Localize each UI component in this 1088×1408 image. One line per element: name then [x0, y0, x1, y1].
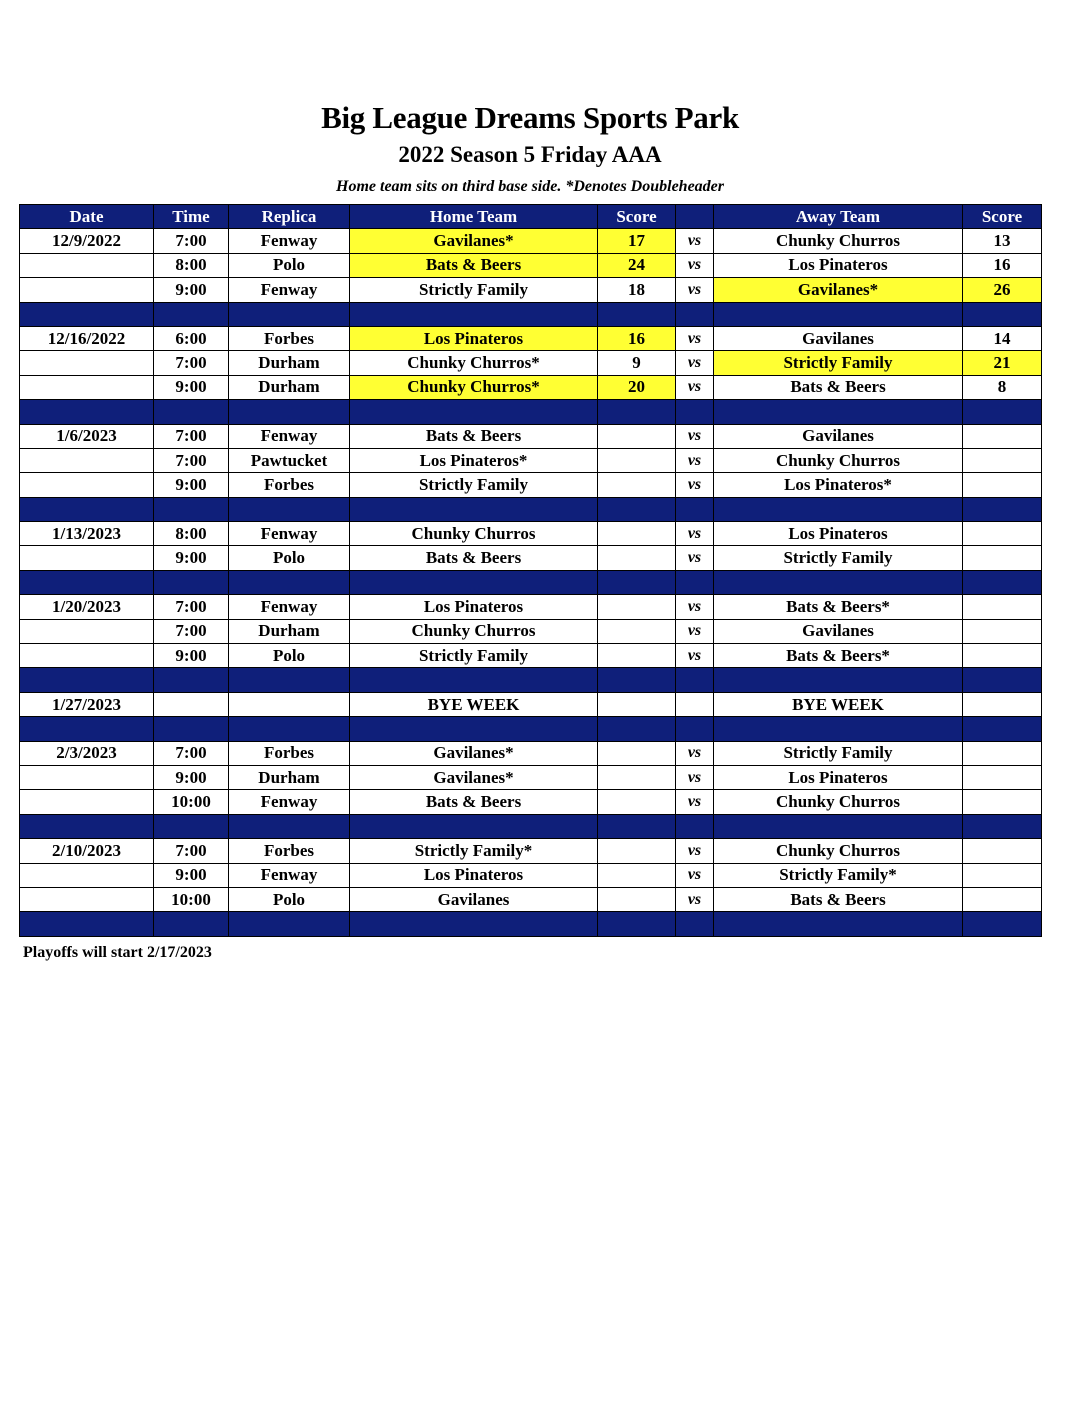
away-team: Los Pinateros — [714, 765, 963, 789]
field-replica: Fenway — [229, 278, 350, 302]
col-header-away-score: Score — [963, 205, 1042, 229]
game-date: 1/20/2023 — [20, 595, 154, 619]
home-team: Chunky Churros* — [350, 351, 598, 375]
vs-label: vs — [676, 839, 714, 863]
separator-cell — [598, 668, 676, 692]
vs-label: vs — [676, 863, 714, 887]
away-team: Bats & Beers* — [714, 644, 963, 668]
col-header-home-score: Score — [598, 205, 676, 229]
away-team: Gavilanes — [714, 619, 963, 643]
vs-label: vs — [676, 741, 714, 765]
separator-cell — [229, 570, 350, 594]
separator-cell — [963, 668, 1042, 692]
away-score: 14 — [963, 326, 1042, 350]
away-team: Bats & Beers* — [714, 595, 963, 619]
away-score — [963, 839, 1042, 863]
separator-cell — [350, 570, 598, 594]
field-replica: Polo — [229, 644, 350, 668]
game-time: 8:00 — [154, 253, 229, 277]
home-team: Chunky Churros — [350, 619, 598, 643]
separator-cell — [963, 717, 1042, 741]
week-separator-row — [20, 912, 1042, 936]
vs-label: vs — [676, 765, 714, 789]
separator-cell — [714, 814, 963, 838]
table-row — [20, 278, 1042, 302]
table-row — [20, 326, 1042, 350]
game-time: 7:00 — [154, 595, 229, 619]
table-row — [20, 253, 1042, 277]
vs-label: vs — [676, 790, 714, 814]
separator-cell — [350, 302, 598, 326]
away-team: Chunky Churros — [714, 229, 963, 253]
schedule-note: Home team sits on third base side. *Denotes Doubleheader — [336, 178, 724, 195]
away-team: Gavilanes — [714, 424, 963, 448]
home-score — [598, 790, 676, 814]
table-row — [20, 863, 1042, 887]
game-date — [20, 375, 154, 399]
game-time: 7:00 — [154, 351, 229, 375]
table-row — [20, 351, 1042, 375]
separator-cell — [714, 717, 963, 741]
game-date: 12/16/2022 — [20, 326, 154, 350]
separator-cell — [229, 814, 350, 838]
week-separator-row — [20, 400, 1042, 424]
home-score — [598, 448, 676, 472]
game-date — [20, 863, 154, 887]
separator-cell — [598, 717, 676, 741]
field-replica: Fenway — [229, 424, 350, 448]
field-replica — [229, 692, 350, 716]
separator-cell — [598, 912, 676, 936]
schedule-body — [20, 229, 1042, 936]
game-date — [20, 619, 154, 643]
separator-cell — [154, 814, 229, 838]
home-team: Gavilanes* — [350, 741, 598, 765]
vs-label: vs — [676, 522, 714, 546]
separator-cell — [598, 570, 676, 594]
home-team: Gavilanes* — [350, 229, 598, 253]
table-row — [20, 790, 1042, 814]
home-team: Strictly Family — [350, 644, 598, 668]
separator-cell — [963, 302, 1042, 326]
field-replica: Polo — [229, 546, 350, 570]
game-time: 9:00 — [154, 644, 229, 668]
separator-cell — [676, 717, 714, 741]
field-replica: Forbes — [229, 473, 350, 497]
game-date — [20, 278, 154, 302]
vs-label — [676, 692, 714, 716]
game-time — [154, 692, 229, 716]
page-subtitle: 2022 Season 5 Friday AAA — [398, 142, 662, 167]
table-row — [20, 424, 1042, 448]
vs-label: vs — [676, 351, 714, 375]
game-date — [20, 473, 154, 497]
home-score — [598, 863, 676, 887]
separator-cell — [598, 302, 676, 326]
separator-cell — [676, 912, 714, 936]
home-team: Bats & Beers — [350, 790, 598, 814]
away-score — [963, 448, 1042, 472]
separator-cell — [154, 668, 229, 692]
home-team: Bats & Beers — [350, 546, 598, 570]
game-date: 2/10/2023 — [20, 839, 154, 863]
game-date: 12/9/2022 — [20, 229, 154, 253]
page-title: Big League Dreams Sports Park — [321, 100, 739, 135]
field-replica: Fenway — [229, 790, 350, 814]
vs-label: vs — [676, 619, 714, 643]
home-score — [598, 692, 676, 716]
separator-cell — [229, 668, 350, 692]
separator-cell — [20, 400, 154, 424]
separator-cell — [350, 717, 598, 741]
game-time: 9:00 — [154, 546, 229, 570]
field-replica: Forbes — [229, 741, 350, 765]
home-score — [598, 839, 676, 863]
field-replica: Fenway — [229, 229, 350, 253]
game-time: 9:00 — [154, 765, 229, 789]
separator-cell — [598, 497, 676, 521]
separator-cell — [714, 912, 963, 936]
separator-cell — [598, 400, 676, 424]
col-header-vs — [676, 205, 714, 229]
separator-cell — [229, 717, 350, 741]
separator-cell — [20, 302, 154, 326]
separator-cell — [229, 302, 350, 326]
separator-cell — [20, 668, 154, 692]
away-team: Los Pinateros — [714, 522, 963, 546]
vs-label: vs — [676, 253, 714, 277]
away-team: Strictly Family — [714, 741, 963, 765]
away-team: Bats & Beers — [714, 375, 963, 399]
week-separator-row — [20, 717, 1042, 741]
col-header-home-team: Home Team — [350, 205, 598, 229]
away-score — [963, 741, 1042, 765]
vs-label: vs — [676, 473, 714, 497]
field-replica: Pawtucket — [229, 448, 350, 472]
home-team: BYE WEEK — [350, 692, 598, 716]
away-team: Chunky Churros — [714, 790, 963, 814]
separator-cell — [350, 912, 598, 936]
col-header-replica: Replica — [229, 205, 350, 229]
separator-cell — [963, 912, 1042, 936]
vs-label: vs — [676, 546, 714, 570]
home-team: Strictly Family — [350, 278, 598, 302]
home-team: Los Pinateros — [350, 863, 598, 887]
field-replica: Fenway — [229, 863, 350, 887]
away-team: Strictly Family — [714, 351, 963, 375]
table-row — [20, 229, 1042, 253]
table-row — [20, 448, 1042, 472]
home-score — [598, 644, 676, 668]
separator-cell — [20, 912, 154, 936]
separator-cell — [154, 912, 229, 936]
home-team: Los Pinateros — [350, 595, 598, 619]
week-separator-row — [20, 497, 1042, 521]
game-time: 7:00 — [154, 448, 229, 472]
week-separator-row — [20, 302, 1042, 326]
game-time: 8:00 — [154, 522, 229, 546]
home-score: 20 — [598, 375, 676, 399]
table-row — [20, 765, 1042, 789]
away-team: BYE WEEK — [714, 692, 963, 716]
separator-cell — [20, 717, 154, 741]
table-row — [20, 887, 1042, 911]
separator-cell — [350, 497, 598, 521]
vs-label: vs — [676, 644, 714, 668]
home-team: Los Pinateros* — [350, 448, 598, 472]
game-time: 7:00 — [154, 741, 229, 765]
away-score: 8 — [963, 375, 1042, 399]
field-replica: Forbes — [229, 326, 350, 350]
separator-cell — [963, 400, 1042, 424]
away-team: Bats & Beers — [714, 887, 963, 911]
game-time: 7:00 — [154, 619, 229, 643]
field-replica: Polo — [229, 887, 350, 911]
separator-cell — [714, 570, 963, 594]
separator-cell — [20, 497, 154, 521]
home-team: Bats & Beers — [350, 424, 598, 448]
home-score — [598, 595, 676, 619]
away-team: Chunky Churros — [714, 839, 963, 863]
home-team: Chunky Churros — [350, 522, 598, 546]
field-replica: Durham — [229, 351, 350, 375]
game-time: 10:00 — [154, 790, 229, 814]
home-team: Los Pinateros — [350, 326, 598, 350]
field-replica: Durham — [229, 375, 350, 399]
home-score — [598, 546, 676, 570]
field-replica: Polo — [229, 253, 350, 277]
week-separator-row — [20, 814, 1042, 838]
away-score — [963, 790, 1042, 814]
vs-label: vs — [676, 229, 714, 253]
game-date: 1/27/2023 — [20, 692, 154, 716]
game-date — [20, 790, 154, 814]
table-row — [20, 619, 1042, 643]
away-score — [963, 522, 1042, 546]
game-date: 2/3/2023 — [20, 741, 154, 765]
field-replica: Forbes — [229, 839, 350, 863]
game-time: 10:00 — [154, 887, 229, 911]
away-score — [963, 692, 1042, 716]
col-header-date: Date — [20, 205, 154, 229]
away-score — [963, 546, 1042, 570]
away-score: 26 — [963, 278, 1042, 302]
home-team: Strictly Family* — [350, 839, 598, 863]
game-date: 1/6/2023 — [20, 424, 154, 448]
table-header-row — [20, 205, 1042, 229]
game-date — [20, 351, 154, 375]
home-score: 24 — [598, 253, 676, 277]
separator-cell — [963, 814, 1042, 838]
separator-cell — [350, 814, 598, 838]
away-score: 16 — [963, 253, 1042, 277]
separator-cell — [714, 400, 963, 424]
home-team: Gavilanes — [350, 887, 598, 911]
table-row — [20, 473, 1042, 497]
home-team: Gavilanes* — [350, 765, 598, 789]
game-time: 7:00 — [154, 229, 229, 253]
game-time: 9:00 — [154, 863, 229, 887]
separator-cell — [350, 400, 598, 424]
vs-label: vs — [676, 887, 714, 911]
game-date — [20, 253, 154, 277]
separator-cell — [714, 302, 963, 326]
home-score — [598, 522, 676, 546]
home-team: Strictly Family — [350, 473, 598, 497]
vs-label: vs — [676, 375, 714, 399]
separator-cell — [676, 668, 714, 692]
game-time: 9:00 — [154, 375, 229, 399]
away-score — [963, 424, 1042, 448]
away-score — [963, 595, 1042, 619]
table-row — [20, 692, 1042, 716]
vs-label: vs — [676, 424, 714, 448]
schedule-table — [19, 204, 1042, 937]
separator-cell — [154, 717, 229, 741]
table-row — [20, 644, 1042, 668]
separator-cell — [229, 400, 350, 424]
vs-label: vs — [676, 326, 714, 350]
away-team: Chunky Churros — [714, 448, 963, 472]
away-score — [963, 863, 1042, 887]
home-score — [598, 619, 676, 643]
table-row — [20, 546, 1042, 570]
separator-cell — [714, 668, 963, 692]
field-replica: Fenway — [229, 522, 350, 546]
separator-cell — [154, 400, 229, 424]
game-time: 7:00 — [154, 424, 229, 448]
game-time: 7:00 — [154, 839, 229, 863]
away-team: Strictly Family* — [714, 863, 963, 887]
separator-cell — [20, 814, 154, 838]
home-score: 18 — [598, 278, 676, 302]
game-date — [20, 644, 154, 668]
away-score — [963, 619, 1042, 643]
separator-cell — [676, 570, 714, 594]
home-score — [598, 741, 676, 765]
away-team: Gavilanes — [714, 326, 963, 350]
separator-cell — [676, 302, 714, 326]
separator-cell — [154, 302, 229, 326]
game-time: 9:00 — [154, 473, 229, 497]
table-row — [20, 595, 1042, 619]
separator-cell — [676, 497, 714, 521]
game-time: 6:00 — [154, 326, 229, 350]
table-row — [20, 522, 1042, 546]
home-score — [598, 424, 676, 448]
vs-label: vs — [676, 278, 714, 302]
separator-cell — [229, 912, 350, 936]
separator-cell — [598, 814, 676, 838]
table-row — [20, 375, 1042, 399]
game-date — [20, 448, 154, 472]
col-header-time: Time — [154, 205, 229, 229]
away-score — [963, 644, 1042, 668]
home-score — [598, 473, 676, 497]
away-score: 21 — [963, 351, 1042, 375]
home-team: Chunky Churros* — [350, 375, 598, 399]
away-team: Gavilanes* — [714, 278, 963, 302]
away-score — [963, 473, 1042, 497]
away-team: Strictly Family — [714, 546, 963, 570]
away-team: Los Pinateros — [714, 253, 963, 277]
playoffs-note: Playoffs will start 2/17/2023 — [23, 944, 212, 961]
separator-cell — [676, 400, 714, 424]
game-time: 9:00 — [154, 278, 229, 302]
separator-cell — [676, 814, 714, 838]
field-replica: Fenway — [229, 595, 350, 619]
away-score — [963, 765, 1042, 789]
separator-cell — [963, 497, 1042, 521]
vs-label: vs — [676, 448, 714, 472]
table-row — [20, 839, 1042, 863]
separator-cell — [229, 497, 350, 521]
field-replica: Durham — [229, 619, 350, 643]
vs-label: vs — [676, 595, 714, 619]
separator-cell — [20, 570, 154, 594]
home-score — [598, 765, 676, 789]
game-date — [20, 546, 154, 570]
separator-cell — [963, 570, 1042, 594]
away-team: Los Pinateros* — [714, 473, 963, 497]
home-team: Bats & Beers — [350, 253, 598, 277]
week-separator-row — [20, 668, 1042, 692]
away-score — [963, 887, 1042, 911]
col-header-away-team: Away Team — [714, 205, 963, 229]
field-replica: Durham — [229, 765, 350, 789]
home-score — [598, 887, 676, 911]
separator-cell — [714, 497, 963, 521]
game-date — [20, 765, 154, 789]
home-score: 17 — [598, 229, 676, 253]
table-row — [20, 741, 1042, 765]
home-score: 9 — [598, 351, 676, 375]
separator-cell — [154, 570, 229, 594]
separator-cell — [350, 668, 598, 692]
game-date — [20, 887, 154, 911]
home-score: 16 — [598, 326, 676, 350]
away-score: 13 — [963, 229, 1042, 253]
separator-cell — [154, 497, 229, 521]
week-separator-row — [20, 570, 1042, 594]
game-date: 1/13/2023 — [20, 522, 154, 546]
